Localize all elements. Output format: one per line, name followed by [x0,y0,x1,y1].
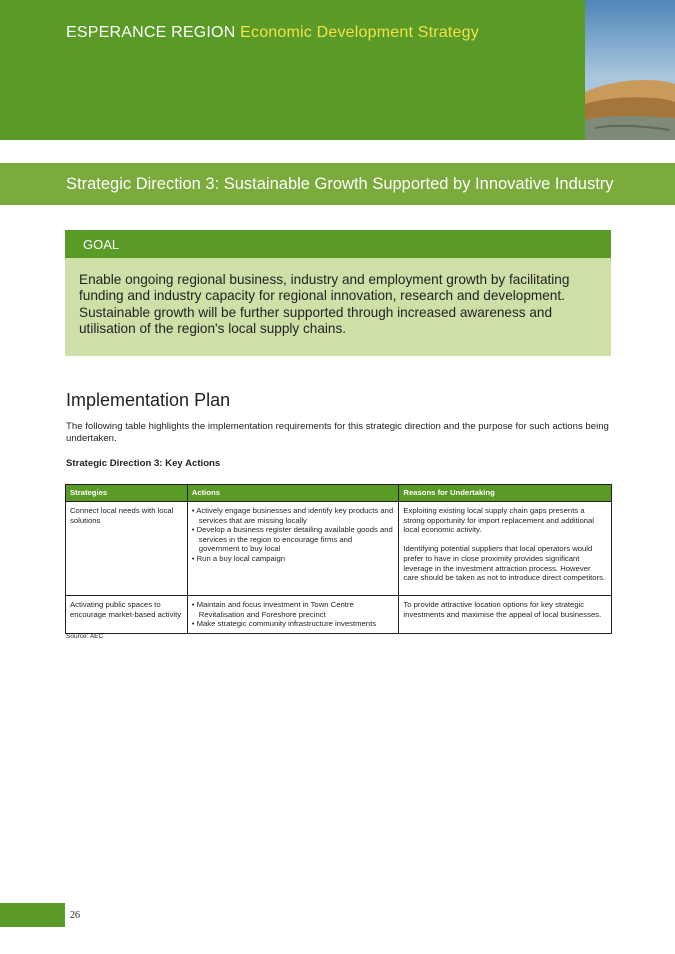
key-actions-table [65,484,612,634]
actions-cell [187,502,399,596]
reasons-cell [399,502,612,596]
source-note: Source: AEC [66,633,104,640]
strategy-cell: Activating public spaces to encourage market-based activity [66,596,188,634]
header-reasons: Reasons for Undertaking [399,485,612,502]
reasons-cell [399,596,612,634]
reason-paragraph: Exploiting existing local supply chain gaps presents a strong opportunity for import replacement and additional local economic activity. [403,506,594,535]
implementation-intro: The following table highlights the implementation requirements for this strategic direction and the purpose for such actions being undertaken. [66,421,609,444]
header-landscape-photo [585,0,675,140]
action-item: • Make strategic community infrastructure investments [191,619,377,629]
landscape-image [585,0,675,140]
implementation-heading: Implementation Plan [66,390,231,410]
reason-paragraph: To provide attractive location options for key strategic investments and maximise the appeal of local businesses. [403,600,602,619]
header-actions: Actions [187,485,399,502]
strategic-direction-title: Strategic Direction 3: Sustainable Growth Supported by Innovative Industry [66,175,614,193]
goal-label: GOAL [83,237,120,252]
page-number: 26 [70,910,80,921]
table-title: Strategic Direction 3: Key Actions [66,458,221,469]
action-item: • Run a buy local campaign [191,553,286,563]
action-item: • Actively engage businesses and identify key products and services that are missing locally [191,506,394,525]
strategy-cell: Connect local needs with local solutions [66,502,188,596]
table-row [66,596,612,634]
goal-text: Enable ongoing regional business, industry and employment growth by facilitating funding and industry capacity for regional innovation, research and development. Sustainable growth will be further supported through increased awareness and utilisation of the region's local supply chains. [79,272,570,337]
goal-box [65,258,611,356]
strategic-direction-band [0,163,675,205]
header-subtitle: Economic Development Strategy [240,24,479,41]
header-title [66,24,479,42]
footer-bar [0,903,65,927]
page-header [0,0,675,140]
action-item: • Maintain and focus investment in Town Centre Revitalisation and Foreshore precinct [191,600,354,619]
table-row [66,502,612,596]
header-region: ESPERANCE REGION [66,24,236,41]
goal-header [65,230,611,258]
action-item: • Develop a business register detailing available goods and services in the region to encourage firms and government to buy local [191,525,393,554]
actions-cell [187,596,399,634]
header-strategies: Strategies [66,485,188,502]
reason-paragraph: Identifying potential suppliers that local operators would prefer to have in close proximity provides significant leverage in the investment attraction process. However care should be taken as not to introduce direct competitors. [403,544,606,583]
table-header-row [66,485,612,502]
